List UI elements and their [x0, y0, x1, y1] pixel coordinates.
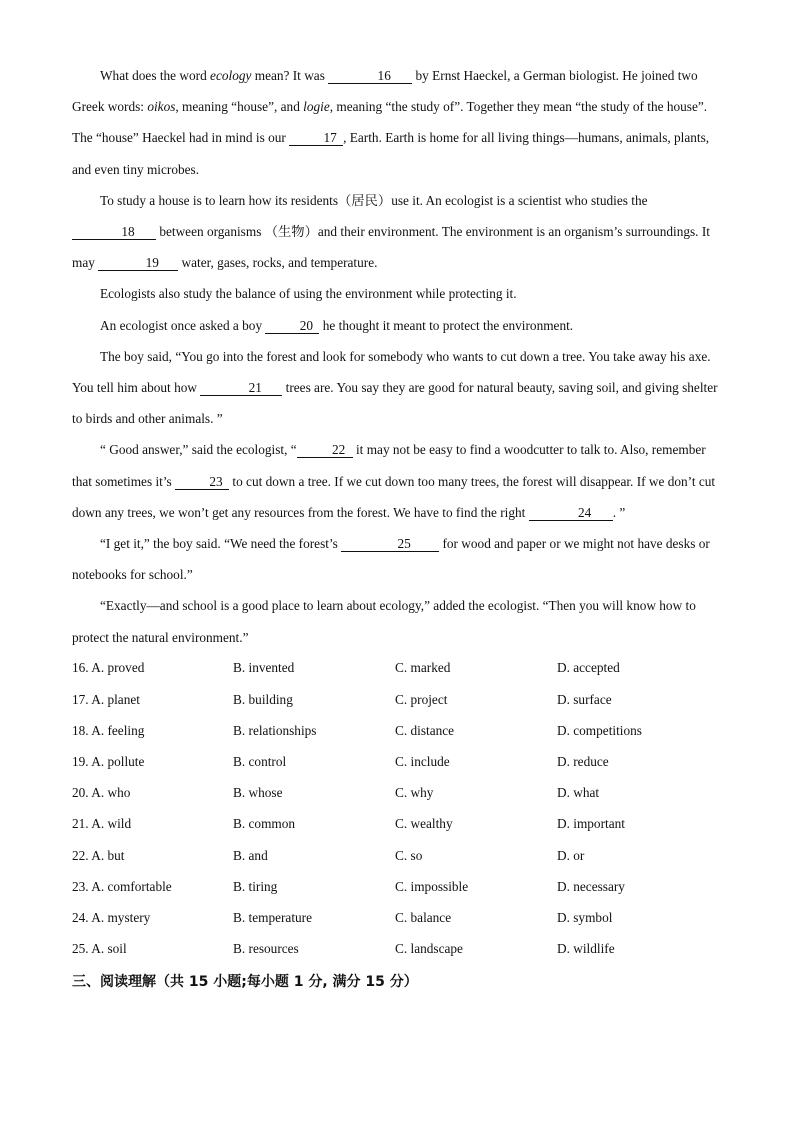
- paragraph-6: [72, 434, 724, 528]
- text: “I get it,” the boy said. “We need the forest’s: [100, 536, 342, 552]
- option-b[interactable]: B. whose: [233, 785, 283, 801]
- option-row-16: [72, 653, 724, 684]
- option-d[interactable]: D. competitions: [557, 722, 642, 738]
- option-a[interactable]: 23. A. comfortable: [72, 878, 172, 894]
- text: it may not be easy to find a woodcutter to talk to. Also, remember that sometimes it’s: [72, 442, 706, 489]
- option-c[interactable]: C. balance: [395, 909, 452, 925]
- text: . ”: [612, 504, 626, 520]
- option-row-25: [72, 934, 724, 965]
- text: What does the word: [100, 68, 211, 83]
- paragraph-3: Ecologists also study the balance of using the environment while protecting it.: [100, 286, 517, 302]
- option-a[interactable]: 18. A. feeling: [72, 722, 145, 738]
- text: he thought it meant to protect the environment.: [319, 317, 574, 333]
- section-heading: 三、阅读理解（共 15 小题;每小题 1 分, 满分 15 分）: [72, 973, 418, 990]
- text: , meaning “the study of”. Together they mean “the study of the house”. The “house” Haeckel had in mind is our: [72, 99, 708, 146]
- option-b[interactable]: B. tiring: [233, 878, 278, 894]
- paragraph-1: [72, 60, 724, 185]
- answer-options: [72, 653, 724, 965]
- option-d[interactable]: D. reduce: [557, 754, 609, 770]
- option-b[interactable]: B. and: [233, 847, 268, 863]
- paragraph-7: [72, 528, 724, 590]
- option-b[interactable]: B. relationships: [233, 722, 317, 738]
- option-c[interactable]: C. why: [395, 785, 434, 801]
- text: “ Good answer,” said the ecologist, “: [100, 442, 297, 458]
- option-row-18: [72, 715, 724, 746]
- text: The boy said, “You go into the forest and look for somebody who wants to cut down a tree. You take away his axe. You tell him about how: [72, 348, 711, 396]
- option-a[interactable]: 24. A. mystery: [72, 909, 151, 925]
- option-b[interactable]: B. resources: [233, 941, 299, 957]
- blank-19[interactable]: 19: [98, 255, 178, 271]
- text: for wood and paper or we might not have desks or notebooks for school.”: [72, 536, 710, 583]
- blank-24[interactable]: 24: [529, 505, 613, 521]
- option-row-23: [72, 871, 724, 902]
- text: An ecologist once asked a boy: [100, 317, 266, 333]
- blank-17[interactable]: 17: [289, 130, 343, 146]
- text: water, gases, rocks, and temperature.: [178, 255, 378, 271]
- blank-20[interactable]: 20: [265, 318, 319, 334]
- option-c[interactable]: C. project: [395, 691, 448, 707]
- option-row-21: [72, 809, 724, 840]
- paragraph-4: [72, 310, 724, 341]
- text: trees are. You say they are good for natural beauty, saving soil, and giving shelter to birds and other animals. ”: [72, 380, 718, 427]
- option-b[interactable]: B. building: [233, 691, 293, 707]
- blank-18[interactable]: 18: [72, 224, 156, 240]
- option-row-22: [72, 840, 724, 871]
- option-d[interactable]: D. wildlife: [557, 941, 615, 957]
- option-c[interactable]: C. include: [395, 754, 450, 770]
- option-row-17: [72, 684, 724, 715]
- option-d[interactable]: D. symbol: [557, 909, 613, 925]
- blank-21[interactable]: 21: [200, 380, 282, 396]
- blank-22[interactable]: 22: [297, 442, 353, 458]
- option-b[interactable]: B. invented: [233, 660, 295, 676]
- option-d[interactable]: D. accepted: [557, 660, 620, 676]
- blank-25[interactable]: 25: [341, 536, 439, 552]
- option-row-20: [72, 778, 724, 809]
- option-a[interactable]: 21. A. wild: [72, 816, 132, 832]
- option-a[interactable]: 22. A. but: [72, 847, 125, 863]
- paragraph-2: [72, 185, 724, 279]
- option-row-24: [72, 902, 724, 933]
- option-d[interactable]: D. surface: [557, 691, 612, 707]
- blank-16[interactable]: 16: [328, 68, 412, 84]
- option-b[interactable]: B. control: [233, 754, 287, 770]
- text: to cut down a tree. If we cut down too many trees, the forest will disappear. If we don’t cut down any trees, we won’t get any resources from the forest. We have to find the right: [72, 473, 716, 520]
- option-c[interactable]: C. distance: [395, 722, 455, 738]
- option-row-19: [72, 746, 724, 777]
- blank-23[interactable]: 23: [175, 474, 229, 490]
- option-b[interactable]: B. common: [233, 816, 296, 832]
- text: To study a house is to learn how its residents（居民）use it. An ecologist is a scientist who studies the: [100, 192, 648, 208]
- option-c[interactable]: C. so: [395, 847, 423, 863]
- document-page: [72, 60, 724, 998]
- italic-word: oikos: [147, 99, 176, 115]
- text: between organisms （生物）and their environment. The environment is an organism’s surroundings. It may: [72, 224, 710, 271]
- option-a[interactable]: 25. A. soil: [72, 941, 127, 957]
- text: , meaning “house”, and: [175, 99, 304, 115]
- option-a[interactable]: 20. A. who: [72, 785, 131, 801]
- italic-word: ecology: [210, 68, 252, 83]
- option-b[interactable]: B. temperature: [233, 909, 313, 925]
- option-d[interactable]: D. or: [557, 847, 585, 863]
- option-a[interactable]: 19. A. pollute: [72, 754, 145, 770]
- italic-word: logie: [303, 99, 330, 115]
- paragraph-5: [72, 341, 724, 435]
- option-d[interactable]: D. important: [557, 816, 625, 832]
- text: mean? It was: [251, 68, 329, 83]
- paragraph-8: “Exactly—and school is a good place to learn about ecology,” added the ecologist. “Then you will know how to protect the natural environment.”: [72, 598, 696, 645]
- text: by Ernst Haeckel, a German biologist. He joined two Greek words:: [72, 68, 698, 115]
- option-c[interactable]: C. impossible: [395, 878, 469, 894]
- option-c[interactable]: C. landscape: [395, 941, 463, 957]
- option-d[interactable]: D. necessary: [557, 878, 625, 894]
- option-d[interactable]: D. what: [557, 785, 600, 801]
- text: , Earth. Earth is home for all living things—humans, animals, plants, and even tiny microbes.: [72, 130, 710, 177]
- option-c[interactable]: C. wealthy: [395, 816, 453, 832]
- option-c[interactable]: C. marked: [395, 660, 451, 676]
- option-a[interactable]: 16. A. proved: [72, 660, 145, 676]
- option-a[interactable]: 17. A. planet: [72, 691, 140, 707]
